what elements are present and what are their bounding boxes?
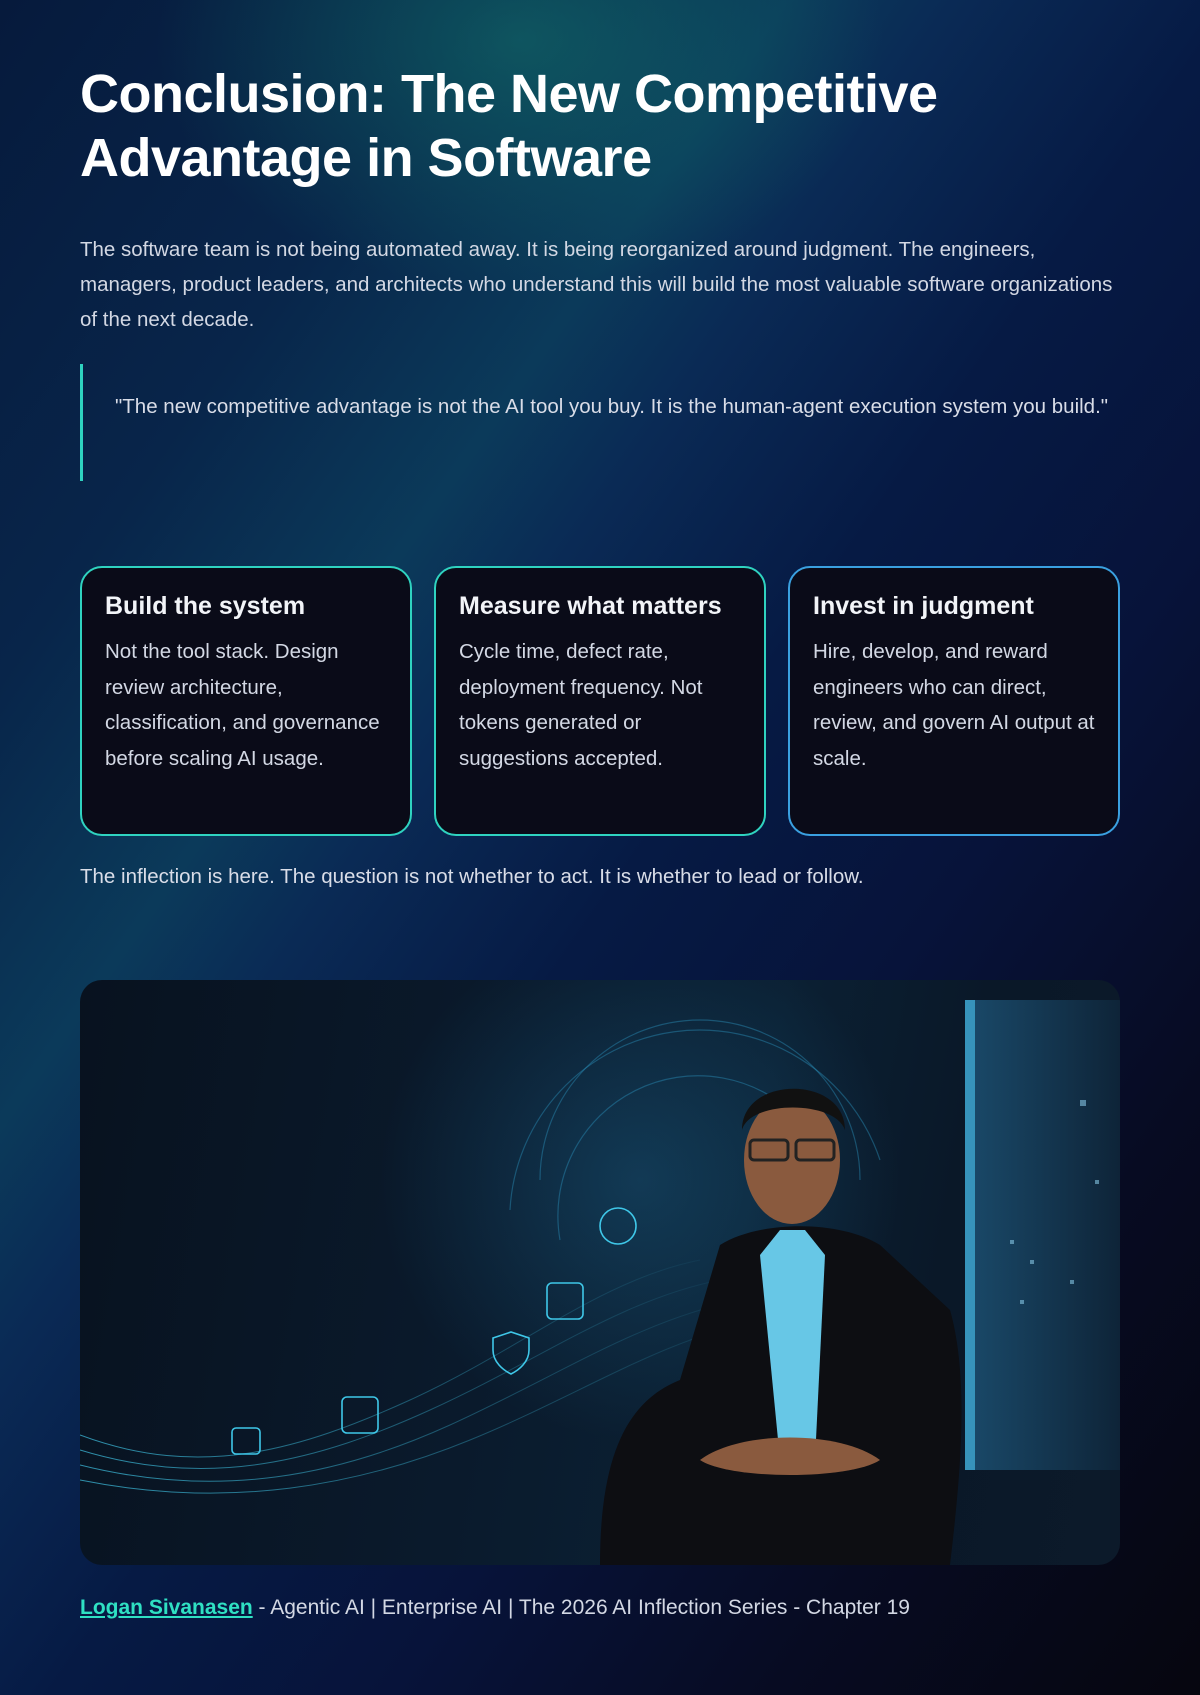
code-icon [232, 1428, 260, 1454]
card-build-the-system [80, 566, 412, 836]
author-photo-illustration [80, 980, 1120, 1565]
card-measure-what-matters [434, 566, 766, 836]
pull-quote: "The new competitive advantage is not the AI tool you buy. It is the human-agent execution system you build." [80, 364, 1120, 481]
footer-series-text: - Agentic AI | Enterprise AI | The 2026 AI Inflection Series - Chapter 19 [252, 1596, 910, 1619]
closing-statement: The inflection is here. The question is not whether to act. It is whether to lead or follow. [80, 865, 864, 888]
cube-icon [342, 1397, 378, 1433]
card-body: Cycle time, defect rate, deployment frequency. Not tokens generated or suggestions accepted. [459, 640, 703, 770]
card-body: Hire, develop, and reward engineers who can direct, review, and govern AI output at scale. [813, 640, 1095, 770]
card-heading: Build the system [105, 592, 306, 620]
author-photo [80, 980, 1120, 1565]
intro-paragraph: The software team is not being automated away. It is being reorganized around judgment. The engineers, managers, product leaders, and architects who understand this will build the most valuable software organizations of the next decade. [80, 238, 1113, 331]
page-title: Conclusion: The New Competitive Advantage in Software [80, 64, 938, 188]
card-invest-in-judgment [788, 566, 1120, 836]
card-row [80, 566, 1120, 836]
card-heading: Measure what matters [459, 592, 722, 620]
author-link[interactable]: Logan Sivanasen [80, 1596, 253, 1619]
footer-credit [80, 1593, 1120, 1623]
window-backdrop [965, 1000, 1120, 1470]
card-body: Not the tool stack. Design review architecture, classification, and governance before scaling AI usage. [105, 640, 380, 770]
window-frame [965, 1000, 975, 1470]
card-heading: Invest in judgment [813, 592, 1034, 620]
